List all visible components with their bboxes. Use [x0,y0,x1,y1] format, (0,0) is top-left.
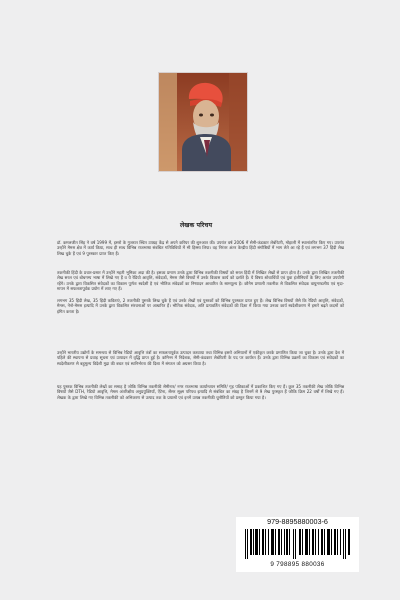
author-intro-paragraph-1: डॉ. कमलजीत सिंह ने वर्ष 1999 में, इसरो के गुजरात स्थित उपग्रह केंद्र से अपने करियर की शुरुआत की। उपरांत वर्ष 2006 में सेमी-कंडक्टर लेबोरेटरी, मोहाली में स्थानांतरित किए गए। उपरांत उन्होंने मेमस क्षेत्र में कार्य किया, साथ ही साथ विभिन्न राजभाषा संबंधित गतिविधियों में भी हिस्सा लिया। वह निरंतर अंतर केन्द्रीय हिंदी संगोष्ठियों में भाग लेते आ रहे हैं एवं लगभग 37 हिंदी लेख लिख चुके हैं एवं 9 पुरस्कार प्राप्त किए हैं। [57,240,344,256]
author-intro-paragraph-5: यह पुस्तक विभिन्न तकनीकी लेखों का समाह है जोकि विभिन्न तकनीकी सेमीनार/ नगर राजभाषा कार्यान्वयन समिति/ गृह पत्रिकाओं में प्रकाशित किए गए हैं। कुल 35 तकनीकी लेख जोकि विभिन्न विषयों जैसे DTH, रेडियो आवृत्ति, मेमस अंतरिक्षीय अनुप्रयुक्तियाँ, ऐंटेना, सेंसर सूक्ष्म परिपथ इत्यादि से संबंधित का संग्रह है जिनमें से 9 लेख पुरस्कृत हैं जोकि क्रिम 22 वर्षों में लिखे गए हैं। लेखक के द्वारा लिखे गए विभिन्न तकनीकी को अभिकरण से उत्पाद तक के प्रयासों एवं इनमें उत्पन्न तकनीकी चुनौतियों को प्रस्तुत किया गया है। [57,384,344,400]
isbn-barcode-block [236,517,359,572]
author-photo [158,72,248,172]
author-intro-paragraph-4: उन्होंने भारतीय उद्योगों के समन्वय से विभिन्न रेडियो आवृत्ति तंत्रों का सफलतापूर्वक उत्पादन करवाया तथा विभिन्न इसरो अभियानों में एकीकृत करके प्रमाणित किया जा चुका है। उनके द्वारा देश में पहिले की स्थापना से प्रवाह सूचना एवं उत्पादन में वृद्धि प्राप्त हुई है। कॉमेन्स में निदेशक, सेमी-कंडक्टर लेबोरेटरी के पद पर कार्यरत हैं। उनके द्वारा विभिन्न प्रक्रमों का विकास एवं संवेदकों का स्वदेशीकरण से बहुमूल्य विदेशी मुद्रा की बचत एवं स्वनिर्भरता की दिशा में संगठन को अग्रसर किया है। [57,350,344,366]
barcode-icon [244,529,351,559]
isbn-barcode-number: 9 798895 880036 [270,561,325,568]
author-intro-paragraph-2: तकनीकी हिंदी के प्रचार-प्रसार में उन्होंने महती भूमिका अदा की है। इसका प्रमाण उनके द्वारा विभिन्न तकनीकी विषयों को सरल हिंदी में लिखित लेखों से प्राप्त होता है। उनके द्वारा लिखित तकनीकी लेख सरल एवं बोधगम्य भाषा में लिखे गए हैं व ये रेडियो आवृत्ति, संवेदकों, मेमस जैसे विषयों में उनके विकास कार्य को दर्शाते हैं। ये विषय शोधार्थियों एवं युवा इंजीनियरों के लिए अत्यंत उपयोगी रहेंगे। उनके द्वारा विकसित संवेदकों का विकास पूर्णतः स्वदेशी है एवं भौतिक संवेदकों का निष्पादन आधारित के सामयूल्य है। कौनेम प्रणाली तकनीक से विकसित संवेदक वायुमण्डलीय एवं मृदा-मापन में सफलतापूर्वक प्रयोग में लाए गए हैं। [57,270,344,292]
author-portrait-icon [159,73,247,171]
isbn-number: 979-8895880003-6 [267,517,328,526]
author-introduction-heading: लेखक परिचय [180,222,213,229]
author-intro-paragraph-3: लगभग 35 हिंदी लेख, 35 हिंदी कविताएं, 2 तकनीकी पुस्तकें लिख चुके हैं एवं उनके लेखों एवं पुस्तकों को विभिन्न पुरस्कार प्राप्त हुए हैं। लेख विभिन्न विषयों जैसे कि रेडियो आवृत्ति, संवेदकों, मेमस, नेनो-मेमस इत्यादि में उनके द्वारा विकसित संरचनाओं पर आधारित हैं। भौतिक संवेदक, अति प्रत्यवर्तित संवेदकों की दिशा में किया गया उनका कार्य स्वदेशीकरण में हमारे बढ़ते कदमों को इंगित करता है। [57,298,344,314]
